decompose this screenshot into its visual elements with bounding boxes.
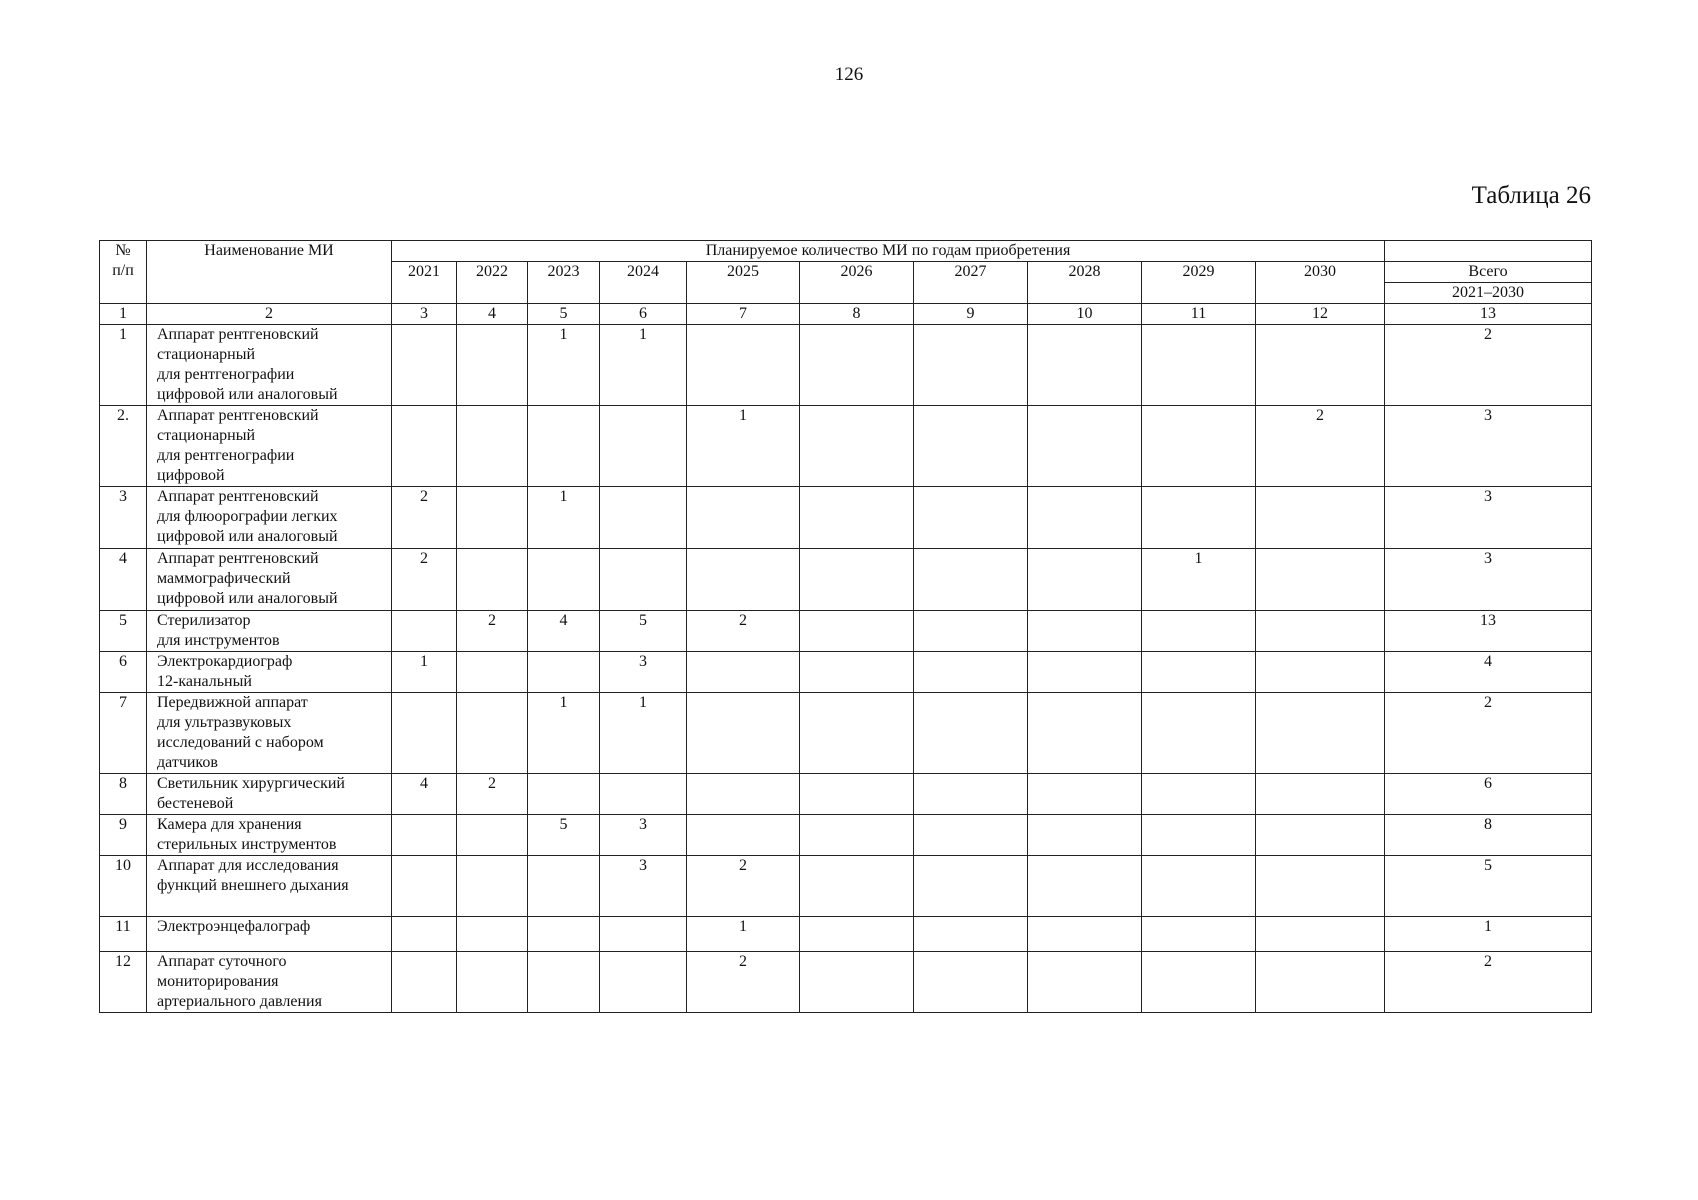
header-total: Всего: [1385, 262, 1592, 283]
header-planned: Планируемое количество МИ по годам приобретения: [392, 241, 1385, 262]
year-quantity: [800, 611, 914, 652]
column-number: 10: [1028, 304, 1142, 325]
equipment-name: Аппарат рентгеновский стационарный для рентгенографии цифровой или аналоговый: [147, 325, 392, 406]
column-number: 4: [457, 304, 528, 325]
year-quantity: 1: [687, 917, 800, 952]
header-total-range: 2021–2030: [1385, 283, 1592, 304]
year-quantity: [392, 815, 457, 856]
year-quantity: [1028, 549, 1142, 611]
header-num: № п/п: [100, 241, 147, 304]
column-number: 8: [800, 304, 914, 325]
equipment-name: Аппарат рентгеновский маммографический цифровой или аналоговый: [147, 549, 392, 611]
table-row: [100, 815, 1592, 856]
year-quantity: [800, 952, 914, 1013]
year-quantity: [457, 693, 528, 774]
year-quantity: 2: [687, 856, 800, 917]
year-quantity: [1028, 856, 1142, 917]
year-quantity: 1: [528, 693, 600, 774]
year-quantity: [528, 774, 600, 815]
header-year: 2023: [528, 262, 600, 304]
year-quantity: [600, 917, 687, 952]
year-quantity: [914, 774, 1028, 815]
row-number: 11: [100, 917, 147, 952]
year-quantity: 2: [457, 774, 528, 815]
header-year: 2029: [1142, 262, 1256, 304]
year-quantity: [1142, 856, 1256, 917]
year-quantity: [687, 549, 800, 611]
year-quantity: [1142, 652, 1256, 693]
header-year: 2030: [1256, 262, 1385, 304]
table-row: [100, 549, 1592, 611]
year-quantity: 1: [528, 325, 600, 406]
year-quantity: 1: [528, 487, 600, 549]
year-quantity: 2: [1256, 406, 1385, 487]
equipment-name: Электроэнцефалограф: [147, 917, 392, 952]
year-quantity: [914, 917, 1028, 952]
row-number: 3: [100, 487, 147, 549]
year-quantity: 4: [392, 774, 457, 815]
row-total: 6: [1385, 774, 1592, 815]
year-quantity: [914, 325, 1028, 406]
year-quantity: 5: [600, 611, 687, 652]
year-quantity: [457, 856, 528, 917]
year-quantity: [392, 917, 457, 952]
year-quantity: 2: [687, 952, 800, 1013]
year-quantity: 2: [457, 611, 528, 652]
year-quantity: [1142, 487, 1256, 549]
year-quantity: [528, 406, 600, 487]
table-row: [100, 774, 1592, 815]
year-quantity: [914, 611, 1028, 652]
table-row: [100, 325, 1592, 406]
row-number: 7: [100, 693, 147, 774]
year-quantity: [914, 952, 1028, 1013]
year-quantity: [392, 693, 457, 774]
year-quantity: [1256, 652, 1385, 693]
year-quantity: [1028, 774, 1142, 815]
equipment-name: Светильник хирургический бестеневой: [147, 774, 392, 815]
year-quantity: [1256, 325, 1385, 406]
year-quantity: [600, 487, 687, 549]
year-quantity: [687, 652, 800, 693]
year-quantity: [457, 952, 528, 1013]
column-number: 3: [392, 304, 457, 325]
header-year: 2026: [800, 262, 914, 304]
row-number: 6: [100, 652, 147, 693]
year-quantity: 1: [687, 406, 800, 487]
year-quantity: [800, 693, 914, 774]
year-quantity: [1256, 774, 1385, 815]
table-row: [100, 952, 1592, 1013]
equipment-table: [99, 240, 1592, 1013]
year-quantity: [392, 611, 457, 652]
equipment-name: Стерилизатор для инструментов: [147, 611, 392, 652]
header-year: 2025: [687, 262, 800, 304]
year-quantity: [914, 487, 1028, 549]
column-number: 9: [914, 304, 1028, 325]
year-quantity: [528, 917, 600, 952]
year-quantity: [457, 487, 528, 549]
year-quantity: 5: [528, 815, 600, 856]
equipment-name: Аппарат для исследования функций внешнего дыхания: [147, 856, 392, 917]
header-year: 2028: [1028, 262, 1142, 304]
page-number: 126: [834, 64, 864, 85]
row-total: 2: [1385, 693, 1592, 774]
year-quantity: [914, 652, 1028, 693]
year-quantity: 2: [392, 487, 457, 549]
year-quantity: [1256, 952, 1385, 1013]
year-quantity: [1142, 693, 1256, 774]
row-total: 2: [1385, 325, 1592, 406]
year-quantity: [914, 406, 1028, 487]
year-quantity: [800, 487, 914, 549]
year-quantity: [687, 693, 800, 774]
table-row: [100, 487, 1592, 549]
column-number: 6: [600, 304, 687, 325]
row-number: 12: [100, 952, 147, 1013]
table-row: [100, 917, 1592, 952]
row-number: 9: [100, 815, 147, 856]
header-year: 2021: [392, 262, 457, 304]
equipment-name: Аппарат рентгеновский для флюорографии легких цифровой или аналоговый: [147, 487, 392, 549]
year-quantity: [914, 693, 1028, 774]
year-quantity: [1142, 774, 1256, 815]
year-quantity: [600, 952, 687, 1013]
year-quantity: 3: [600, 856, 687, 917]
year-quantity: [1256, 549, 1385, 611]
table-row: [100, 611, 1592, 652]
year-quantity: [1142, 325, 1256, 406]
header-year: 2027: [914, 262, 1028, 304]
year-quantity: [528, 952, 600, 1013]
row-number: 4: [100, 549, 147, 611]
year-quantity: [1028, 652, 1142, 693]
year-quantity: 3: [600, 815, 687, 856]
year-quantity: [800, 325, 914, 406]
year-quantity: 1: [1142, 549, 1256, 611]
year-quantity: [1256, 487, 1385, 549]
year-quantity: [457, 325, 528, 406]
year-quantity: [1142, 917, 1256, 952]
table-row: [100, 406, 1592, 487]
year-quantity: [392, 952, 457, 1013]
year-quantity: [457, 549, 528, 611]
row-total: 8: [1385, 815, 1592, 856]
year-quantity: 3: [600, 652, 687, 693]
year-quantity: [800, 549, 914, 611]
header-name: Наименование МИ: [147, 241, 392, 304]
table-row: [100, 652, 1592, 693]
year-quantity: [392, 325, 457, 406]
row-number: 2.: [100, 406, 147, 487]
year-quantity: 1: [392, 652, 457, 693]
year-quantity: [1256, 693, 1385, 774]
row-total: 3: [1385, 406, 1592, 487]
column-number: 1: [100, 304, 147, 325]
year-quantity: [914, 856, 1028, 917]
year-quantity: 2: [687, 611, 800, 652]
year-quantity: [1028, 815, 1142, 856]
year-quantity: [687, 774, 800, 815]
table-row: [100, 693, 1592, 774]
year-quantity: 4: [528, 611, 600, 652]
row-number: 10: [100, 856, 147, 917]
year-quantity: [914, 815, 1028, 856]
year-quantity: [1028, 952, 1142, 1013]
row-total: 13: [1385, 611, 1592, 652]
year-quantity: [1028, 611, 1142, 652]
year-quantity: [457, 815, 528, 856]
year-quantity: 1: [600, 325, 687, 406]
year-quantity: [457, 406, 528, 487]
row-total: 3: [1385, 487, 1592, 549]
equipment-name: Электрокардиограф 12-канальный: [147, 652, 392, 693]
row-number: 8: [100, 774, 147, 815]
row-total: 5: [1385, 856, 1592, 917]
row-total: 4: [1385, 652, 1592, 693]
header-total-blank: [1385, 241, 1592, 262]
year-quantity: [1028, 917, 1142, 952]
year-quantity: [1256, 917, 1385, 952]
year-quantity: [457, 652, 528, 693]
year-quantity: [687, 815, 800, 856]
column-number: 11: [1142, 304, 1256, 325]
year-quantity: [914, 549, 1028, 611]
year-quantity: [600, 406, 687, 487]
year-quantity: [687, 325, 800, 406]
year-quantity: [392, 856, 457, 917]
equipment-name: Аппарат рентгеновский стационарный для рентгенографии цифровой: [147, 406, 392, 487]
year-quantity: [1142, 815, 1256, 856]
header-year: 2024: [600, 262, 687, 304]
year-quantity: [1256, 856, 1385, 917]
year-quantity: [600, 549, 687, 611]
year-quantity: [1256, 611, 1385, 652]
year-quantity: [800, 774, 914, 815]
year-quantity: [528, 856, 600, 917]
equipment-name: Передвижной аппарат для ультразвуковых исследований с набором датчиков: [147, 693, 392, 774]
row-total: 3: [1385, 549, 1592, 611]
year-quantity: 1: [600, 693, 687, 774]
year-quantity: [800, 815, 914, 856]
row-total: 1: [1385, 917, 1592, 952]
year-quantity: [800, 856, 914, 917]
year-quantity: [600, 774, 687, 815]
year-quantity: [1256, 815, 1385, 856]
row-number: 5: [100, 611, 147, 652]
row-total: 2: [1385, 952, 1592, 1013]
year-quantity: [1028, 325, 1142, 406]
year-quantity: [800, 652, 914, 693]
table-row: [100, 856, 1592, 917]
year-quantity: [800, 406, 914, 487]
column-number: 2: [147, 304, 392, 325]
column-number: 13: [1385, 304, 1592, 325]
year-quantity: [1142, 952, 1256, 1013]
year-quantity: [1028, 487, 1142, 549]
column-number: 5: [528, 304, 600, 325]
year-quantity: [528, 549, 600, 611]
year-quantity: [800, 917, 914, 952]
year-quantity: [1028, 693, 1142, 774]
equipment-name: Камера для хранения стерильных инструментов: [147, 815, 392, 856]
year-quantity: [457, 917, 528, 952]
equipment-name: Аппарат суточного мониторирования артериального давления: [147, 952, 392, 1013]
year-quantity: [392, 406, 457, 487]
column-number: 7: [687, 304, 800, 325]
table-caption: Таблица 26: [1471, 182, 1591, 209]
row-number: 1: [100, 325, 147, 406]
year-quantity: 2: [392, 549, 457, 611]
year-quantity: [687, 487, 800, 549]
year-quantity: [1142, 611, 1256, 652]
header-year: 2022: [457, 262, 528, 304]
column-number: 12: [1256, 304, 1385, 325]
year-quantity: [1142, 406, 1256, 487]
year-quantity: [528, 652, 600, 693]
year-quantity: [1028, 406, 1142, 487]
